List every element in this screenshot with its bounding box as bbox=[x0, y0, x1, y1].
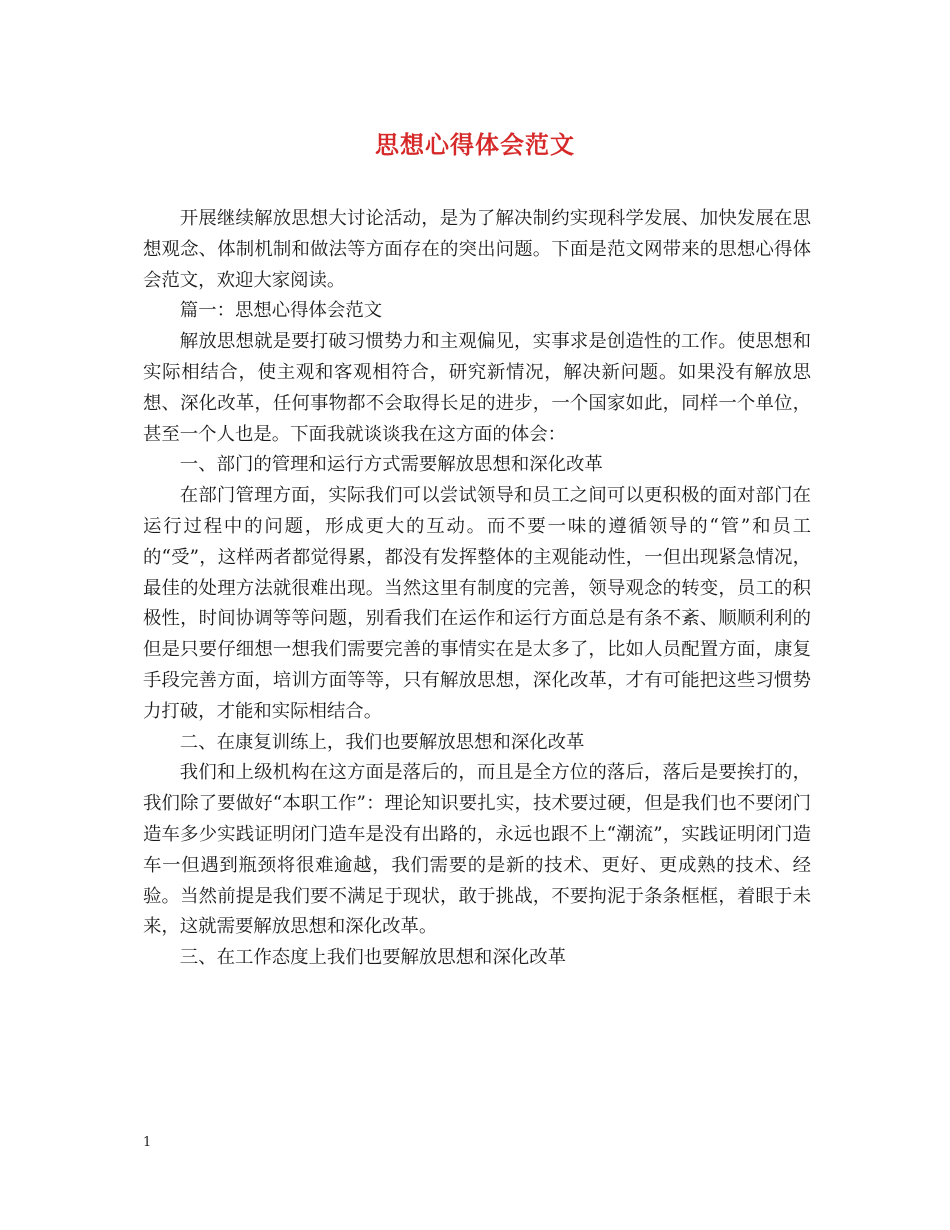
paragraph: 在部门管理方面，实际我们可以尝试领导和员工之间可以更积极的面对部门在运行过程中的问题，形成更大的互动。而不要一味的遵循领导的“管”和员工的“受”，这样两者都觉得累，都没有发挥整体的主观能动性，一但出现紧急情况，最佳的处理方法就很难出现。当然这里有制度的完善，领导观念的转变，员工的积极性，时间协调等等问题，别看我们在运作和运行方面总是有条不紊、顺顺利利的但是只要仔细想一想我们需要完善的事情实在是太多了，比如人员配置方面，康复手段完善方面，培训方面等等，只有解放思想，深化改革，才有可能把这些习惯势力打破，才能和实际相结合。 bbox=[143, 485, 811, 722]
section-heading: 三、在工作态度上我们也要解放思想和深化改革 bbox=[179, 947, 567, 969]
section-heading-part-one: 篇一：思想心得体会范文 bbox=[179, 300, 383, 322]
section-heading: 二、在康复训练上，我们也要解放思想和深化改革 bbox=[179, 731, 585, 753]
paragraph: 我们和上级机构在这方面是落后的，而且是全方位的落后，落后是要挨打的，我们除了要做好“本职工作”：理论知识要扎实，技术要过硬，但是我们也不要闭门造车多少实践证明闭门造车是没有出路的，永远也跟不上“潮流”，实践证明闭门造车一但遇到瓶颈将很难逾越，我们需要的是新的技术、更好、更成熟的技术、经验。当然前提是我们要不满足于现状，敢于挑战，不要拘泥于条条框框，着眼于未来，这就需要解放思想和深化改革。 bbox=[143, 762, 811, 938]
page-number: 1 bbox=[143, 1135, 152, 1150]
section-heading: 一、部门的管理和运行方式需要解放思想和深化改革 bbox=[179, 454, 603, 476]
document-title: 思想心得体会范文 bbox=[375, 130, 575, 159]
paragraph-intro: 开展继续解放思想大讨论活动，是为了解决制约实现科学发展、加快发展在思想观念、体制机制和做法等方面存在的突出问题。下面是范文网带来的思想心得体会范文，欢迎大家阅读。 bbox=[143, 208, 811, 291]
document-body bbox=[143, 204, 811, 974]
paragraph: 解放思想就是要打破习惯势力和主观偏见，实事求是创造性的工作。使思想和实际相结合，使主观和客观相符合，研究新情况，解决新问题。如果没有解放思想、深化改革，任何事物都不会取得长足的进步，一个国家如此，同样一个单位，甚至一个人也是。下面我就谈谈我在这方面的体会： bbox=[143, 331, 811, 445]
